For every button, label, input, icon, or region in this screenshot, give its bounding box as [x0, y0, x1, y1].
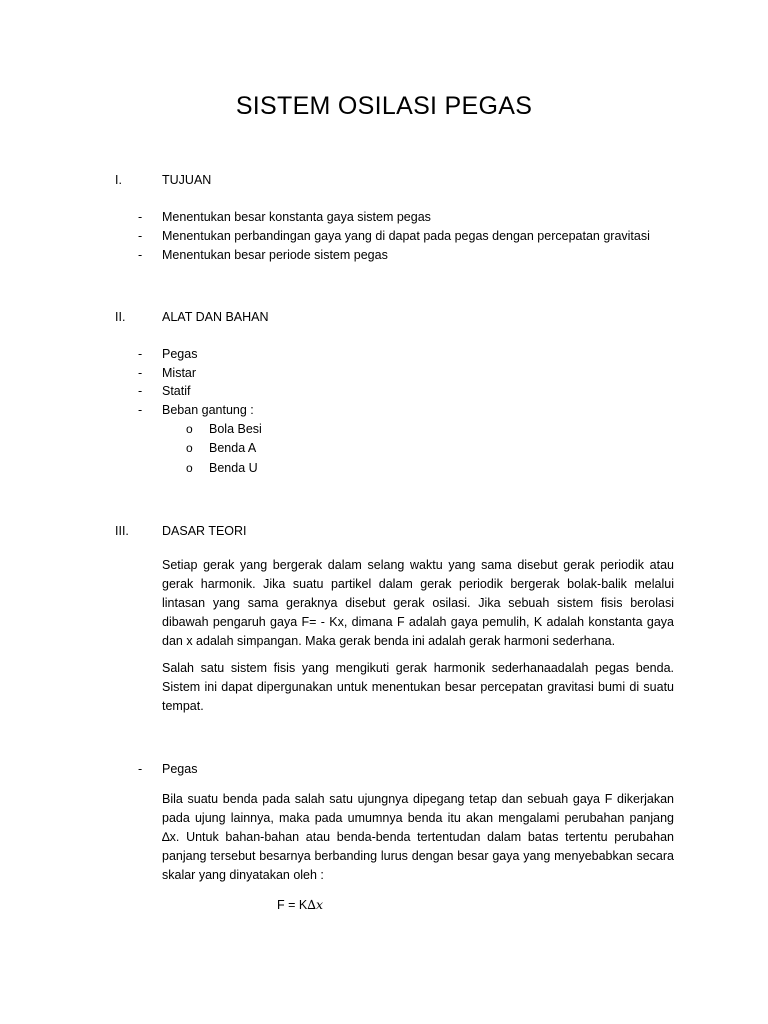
document-title: SISTEM OSILASI PEGAS [235, 92, 533, 120]
section-numeral-2: II. [115, 310, 126, 324]
section-heading-tujuan: TUJUAN [162, 173, 212, 187]
list-item: Menentukan perbandingan gaya yang di dapat pada pegas dengan percepatan gravitasi [162, 229, 650, 243]
list-dash: - [138, 229, 143, 243]
hooke-law-formula [277, 897, 323, 912]
subsection-heading-pegas: Pegas [162, 762, 198, 776]
list-item: Menentukan besar periode sistem pegas [162, 248, 388, 262]
theory-paragraph-1: Setiap gerak yang bergerak dalam selang waktu yang sama disebut gerak periodik atau gerak harmonik. Jika suatu partikel dalam gerak periodik bergerak bolak-balik melalui lintasan yang sama geraknya disebut gerak osilasi. Jika sebuah sistem fisis berolasi dibawah pengaruh gaya F= - Kx, dimana F adalah gaya pemulih, K adalah konstanta gaya dan x adalah simpangan. Maka gerak benda ini adalah gerak harmoni sederhana. [162, 558, 674, 648]
list-dash: - [138, 403, 143, 417]
section-numeral-3: III. [115, 524, 129, 538]
list-item: Beban gantung : [162, 403, 254, 417]
sublist-item: Benda A [209, 441, 257, 455]
list-item: Pegas [162, 347, 198, 361]
sublist-item: Bola Besi [209, 422, 262, 436]
formula-delta-x: ∆x [307, 897, 323, 912]
sublist-circle-bullet: o [186, 422, 193, 436]
section-heading-dasar-teori: DASAR TEORI [162, 524, 247, 538]
sublist-item: Benda U [209, 461, 258, 475]
sublist-circle-bullet: o [186, 441, 193, 455]
list-dash: - [138, 384, 143, 398]
pegas-paragraph: Bila suatu benda pada salah satu ujungnya dipegang tetap dan sebuah gaya F dikerjakan pada ujung lainnya, maka pada umumnya benda itu akan mengalami perubahan panjang ∆x. Untuk bahan-bahan atau benda-benda tertentudan dalam batas tertentu perubahan panjang tersebut besarnya berbanding lurus dengan besar gaya yang menyebabkan secara skalar yang dinyatakan oleh : [162, 792, 674, 882]
section-numeral-1: I. [115, 173, 122, 187]
section-heading-alat-dan-bahan: ALAT DAN BAHAN [162, 310, 269, 324]
list-item: Statif [162, 384, 191, 398]
list-dash: - [138, 347, 143, 361]
list-item: Mistar [162, 366, 197, 380]
list-dash: - [138, 210, 143, 224]
formula-lhs: F = K [277, 898, 308, 912]
list-dash: - [138, 762, 143, 776]
list-item: Menentukan besar konstanta gaya sistem pegas [162, 210, 431, 224]
list-dash: - [138, 366, 143, 380]
theory-paragraph-2: Salah satu sistem fisis yang mengikuti gerak harmonik sederhanaadalah pegas benda. Sistem ini dapat dipergunakan untuk menentukan besar percepatan gravitasi bumi di suatu tempat. [162, 661, 674, 713]
list-dash: - [138, 248, 143, 262]
sublist-circle-bullet: o [186, 461, 193, 475]
